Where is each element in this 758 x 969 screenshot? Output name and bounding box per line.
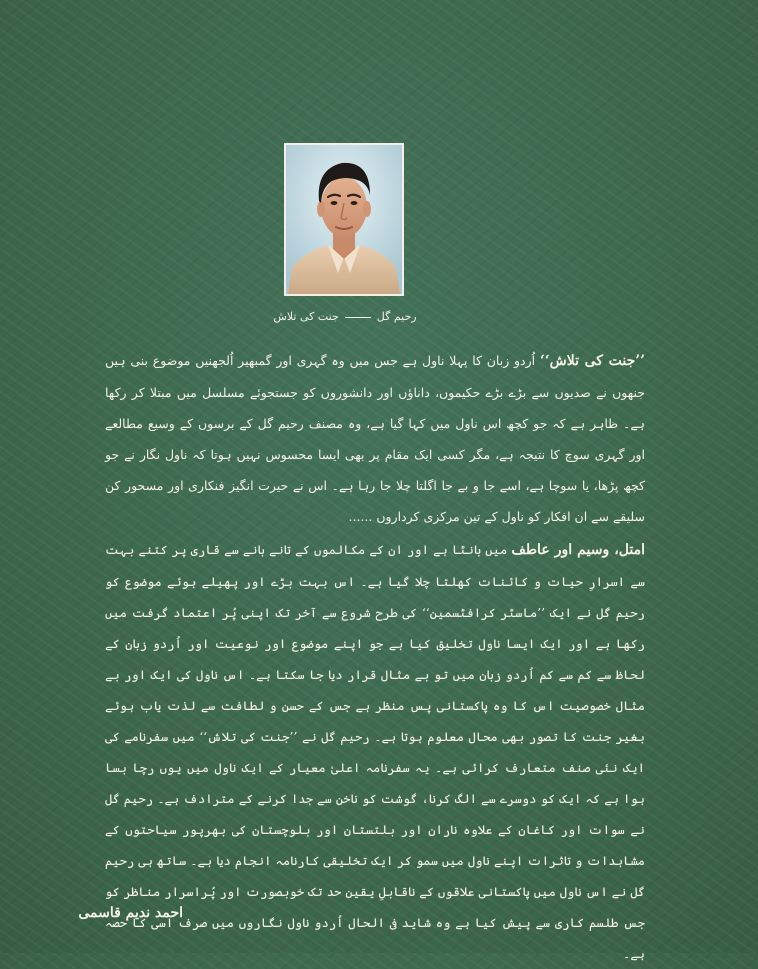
- portrait-illustration: [286, 145, 402, 294]
- paragraph-1-text: اُردو زبان کا پہلا ناول ہے جس میں وہ گہری اور گمبھیر اُلجھنیں موضوع بنی ہیں جنھوں نے صدیوں سے بڑے بڑے حکیموں، داناؤں اور دانشوروں کو جستجوئے مسلسل میں مبتلا کر رکھا ہے۔ ظاہر ہے کہ جو کچھ اس ناول میں کہا گیا ہے، وہ مصنف رحیم گل کے برسوں کے وسیع مطالعے اور گہری سوچ کا نتیجہ ہے، مگر کسی ایک مقام پر بھی ایسا محسوس نہیں ہوتا کہ ناول نگار نے جو کچھ پڑھا، یا سوچا ہے، اسے جا و بے جا اگلتا چلا جا رہا ہے۔ اس نے حیرت انگیز فنکاری اور مسحور کن سلیقے سے ان افکار کو ناول کے تین مرکزی کرداروں ......: [105, 353, 645, 524]
- caption-separator: [345, 317, 371, 318]
- author-portrait: [284, 143, 404, 296]
- paragraph-2: [105, 534, 645, 969]
- photo-caption: [250, 310, 440, 323]
- caption-title: جنت کی تلاش: [273, 310, 339, 323]
- author-signature: احمد ندیم قاسمی: [78, 905, 183, 921]
- caption-author: رحیم گل: [376, 310, 417, 323]
- paragraph-1: [105, 345, 645, 532]
- character-names: امتل، وسیم اور عاطف: [511, 542, 645, 558]
- paragraph-2-text: میں بانٹا ہے اور ان کے مکالموں کے تانے بانے سے قاری پر کتنے بہت سے اسرارِ حیات و کائنات کھلتا چلا گیا ہے۔ اس بہت بڑے اور پھیلے ہوئے موضوع کو رحیم گل نے ایک ’’ماسٹر کرافٹسمین‘‘ کی طرح شروع سے آخر تک اپنی پُر اعتماد گرفت میں رکھا ہے اور ایک ایسا ناول تخلیق کیا ہے جو اپنے موضوع اور نوعیت اور اُردو زبان کے لحاظ سے کم سے کم اُردو زبان میں تو بے مثال قرار دیا جا سکتا ہے۔ اس ناول کی ایک اور بے مثال خصوصیت اس کا وہ پاکستانی پس منظر ہے جس کے حسن و لطافت سے لذت یاب ہوئے بغیر جنت کا تصور بھی محال معلوم ہوتا ہے۔ رحیم گل نے ’’جنت کی تلاش‘‘ میں سفرنامے کی ایک نئی صنف متعارف کرائی ہے۔ یہ سفرنامہ اعلیٰ معیار کے ایک ناول میں یوں رچا بسا ہوا ہے کہ ایک کو دوسرے سے الگ کرنا، گوشت کو ناخن سے جدا کرنے کے مترادف ہے۔ رحیم گل نے سوات اور کاغان کے علاوہ ناران اور بلتستان اور بلوچستان کی بھرپور سیاحتوں کے مشاہدات و تاثرات اپنے ناول میں سمو کر ایک تخلیقی کارنامہ انجام دیا ہے۔ ساتھ ہی رحیم گل نے اس ناول میں پاکستانی علاقوں کے ناقابلِ یقین حد تک خوبصورت اور پُراسرار مناظر کو جس طلسم کاری سے پیش کیا ہے وہ شاید فی الحال اُردو ناول نگاروں میں صرف اسی کا حصہ ہے۔: [105, 542, 645, 961]
- novel-title-quote: ’’جنت کی تلاش‘‘: [539, 353, 645, 369]
